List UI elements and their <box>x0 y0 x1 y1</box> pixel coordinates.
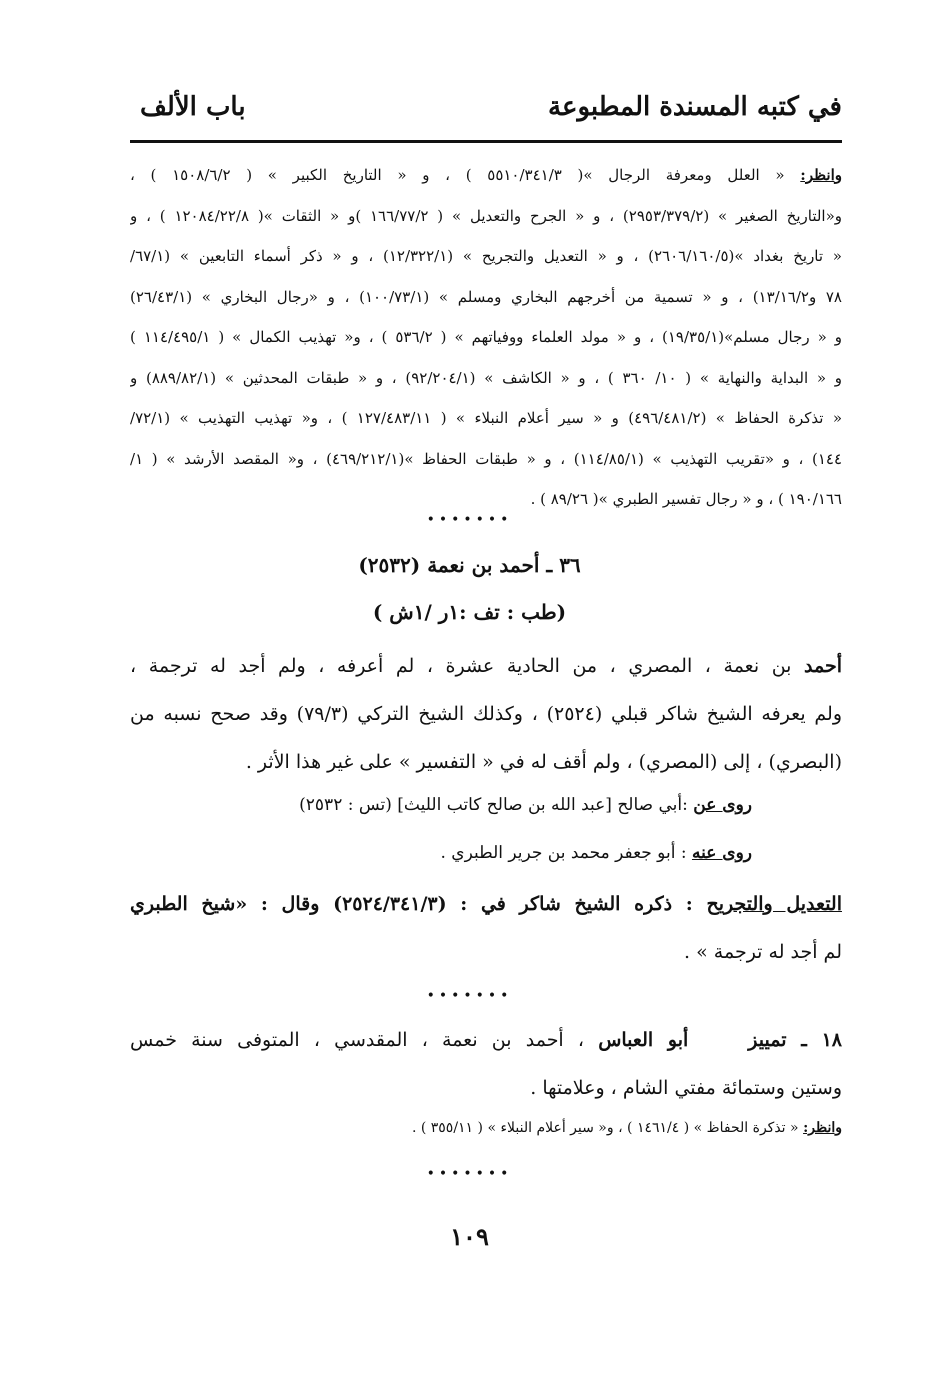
tamyiz-line: وستين وستمائة مفتي الشام ، وعلامتها . <box>530 1077 842 1099</box>
narrated-from: روى عن :أبي صالح [عبد الله بن صالح كاتب الليث] (تس : ٢٥٣٢) <box>299 795 752 815</box>
entry-biography <box>130 642 842 786</box>
entry-title: ٣٦ ـ أحمد بن نعمة (٢٥٣٢) <box>358 553 581 577</box>
tamyiz-number: ١٨ ـ تمييز <box>748 1029 842 1051</box>
references-line: « تاريخ بغداد »(٢٦٠٦/١٦٠/٥) ، و « التعديل والتجريح » (١٢/٣٢٢/١) ، و « ذكر أسماء التابعين » (٦٧/١/ <box>130 247 842 265</box>
running-header-book-title: في كتبه المسندة المطبوعة <box>548 92 842 122</box>
narrated-by: روى عنه : أبو جعفر محمد بن جرير الطبري . <box>440 843 752 863</box>
tamyiz-references: وانظر: « تذكرة الحفاظ » ( ١٤٦١/٤ ) ، و« سير أعلام النبلاء » ( ٣٥٥/١١ ) . <box>411 1120 842 1136</box>
references-line: و « رجال مسلم»(١٩/٣٥/١) ، و « مولد العلماء ووفياتهم » ( ٥٣٦/٢ ) ، و« تهذيب الكمال » ( ١١٤/٤٩٥/١ ) <box>130 328 842 346</box>
tamyiz-name: أبو العباس <box>598 1029 689 1051</box>
bio-line: ولم يعرفه الشيخ شاكر قبلي (٢٥٢٤) ، وكذلك الشيخ التركي (٧٩/٣) وقد صحح نسبه من <box>130 703 842 725</box>
references-line: و«التاريخ الصغير » (٢٩٥٣/٣٧٩/٢) ، و « الجرح والتعديل » ( ١٦٦/٧٧/٢ )و « الثقات »( ١٢٠٨٤/٢٢/٨ ) ، و <box>130 206 842 225</box>
section-separator: ••••••• <box>426 1166 513 1182</box>
tamyiz-ref-label: وانظر: <box>803 1120 842 1136</box>
references-line: وانظر: « العلل ومعرفة الرجال »( ٥٥١٠/٣٤١/٣ ) ، و « التاريخ الكبير » ( ١٥٠٨/٦/٢ ) ، <box>130 166 842 184</box>
bio-line: (البصري) ، إلى (المصري) ، ولم أقف له في « التفسير » على غير هذا الأثر . <box>245 751 842 773</box>
tamyiz-line: ١٨ ـ تمييزأبو العباس ، أحمد بن نعمة ، المقدسي ، المتوفى سنة خمس <box>130 1029 842 1051</box>
jarh-line: لم أجد له ترجمة » . <box>684 941 842 963</box>
tamyiz-block <box>130 1016 842 1112</box>
references-line: ١٤٤) ، و «تقريب التهذيب » (١١٤/٨٥/١) ، و « طبقات الحفاظ »(٤٦٩/٢١٢/١) ، و« المقصد الأرشد » ( ١/ <box>130 449 842 468</box>
bio-line: أحمد بن نعمة ، المصري ، من الحادية عشرة ، لم أعرفه ، ولم أجد له ترجمة ، <box>130 655 842 677</box>
references-line: و « البداية والنهاية » ( ١٠/ ٣٦٠ ) ، و « الكاشف » (٩٢/٢٠٤/١) ، و « طبقات المحدثين » (٨٨٩/٨٢/١) و <box>130 368 842 387</box>
narrated-by-label: روى عنه <box>691 843 752 863</box>
running-header-chapter: باب الألف <box>140 92 246 122</box>
jarh-tadil <box>130 880 842 976</box>
references-label: وانظر: <box>800 166 842 184</box>
jarh-line: التعديل والتجريح : ذكره الشيخ شاكر في : (٢٥٢٤/٣٤١/٣) وقال : «شيخ الطبري <box>130 893 842 915</box>
section-separator: ••••••• <box>426 512 513 528</box>
jarh-label: التعديل والتجريح <box>706 893 842 915</box>
bio-name: أحمد <box>804 655 842 677</box>
header-divider <box>130 140 842 143</box>
entry-code: (طب : تف :١ر /١ش ) <box>372 600 567 624</box>
page-number: ١٠٩ <box>450 1222 489 1251</box>
references-block <box>130 155 842 520</box>
references-line: ٧٨ و١٣/١٦/٢) ، و « تسمية من أخرجهم البخاري ومسلم » (١٠٠/٧٣/١) ، و «رجال البخاري » (٢٦/٤٣/١) <box>130 287 842 306</box>
references-line: « تذكرة الحفاظ » (٤٩٦/٤٨١/٢) و « سير أعلام النبلاء » ( ١٢٧/٤٨٣/١١ ) ، و« تهذيب التهذيب » (٧٢/١/ <box>130 409 842 427</box>
narrated-from-label: روى عن <box>693 795 752 815</box>
references-line: ١٩٠/١٦٦ ) ، و « رجال تفسير الطبري »( ٨٩/٢٦ ) . <box>530 490 842 508</box>
section-separator: ••••••• <box>426 988 513 1004</box>
